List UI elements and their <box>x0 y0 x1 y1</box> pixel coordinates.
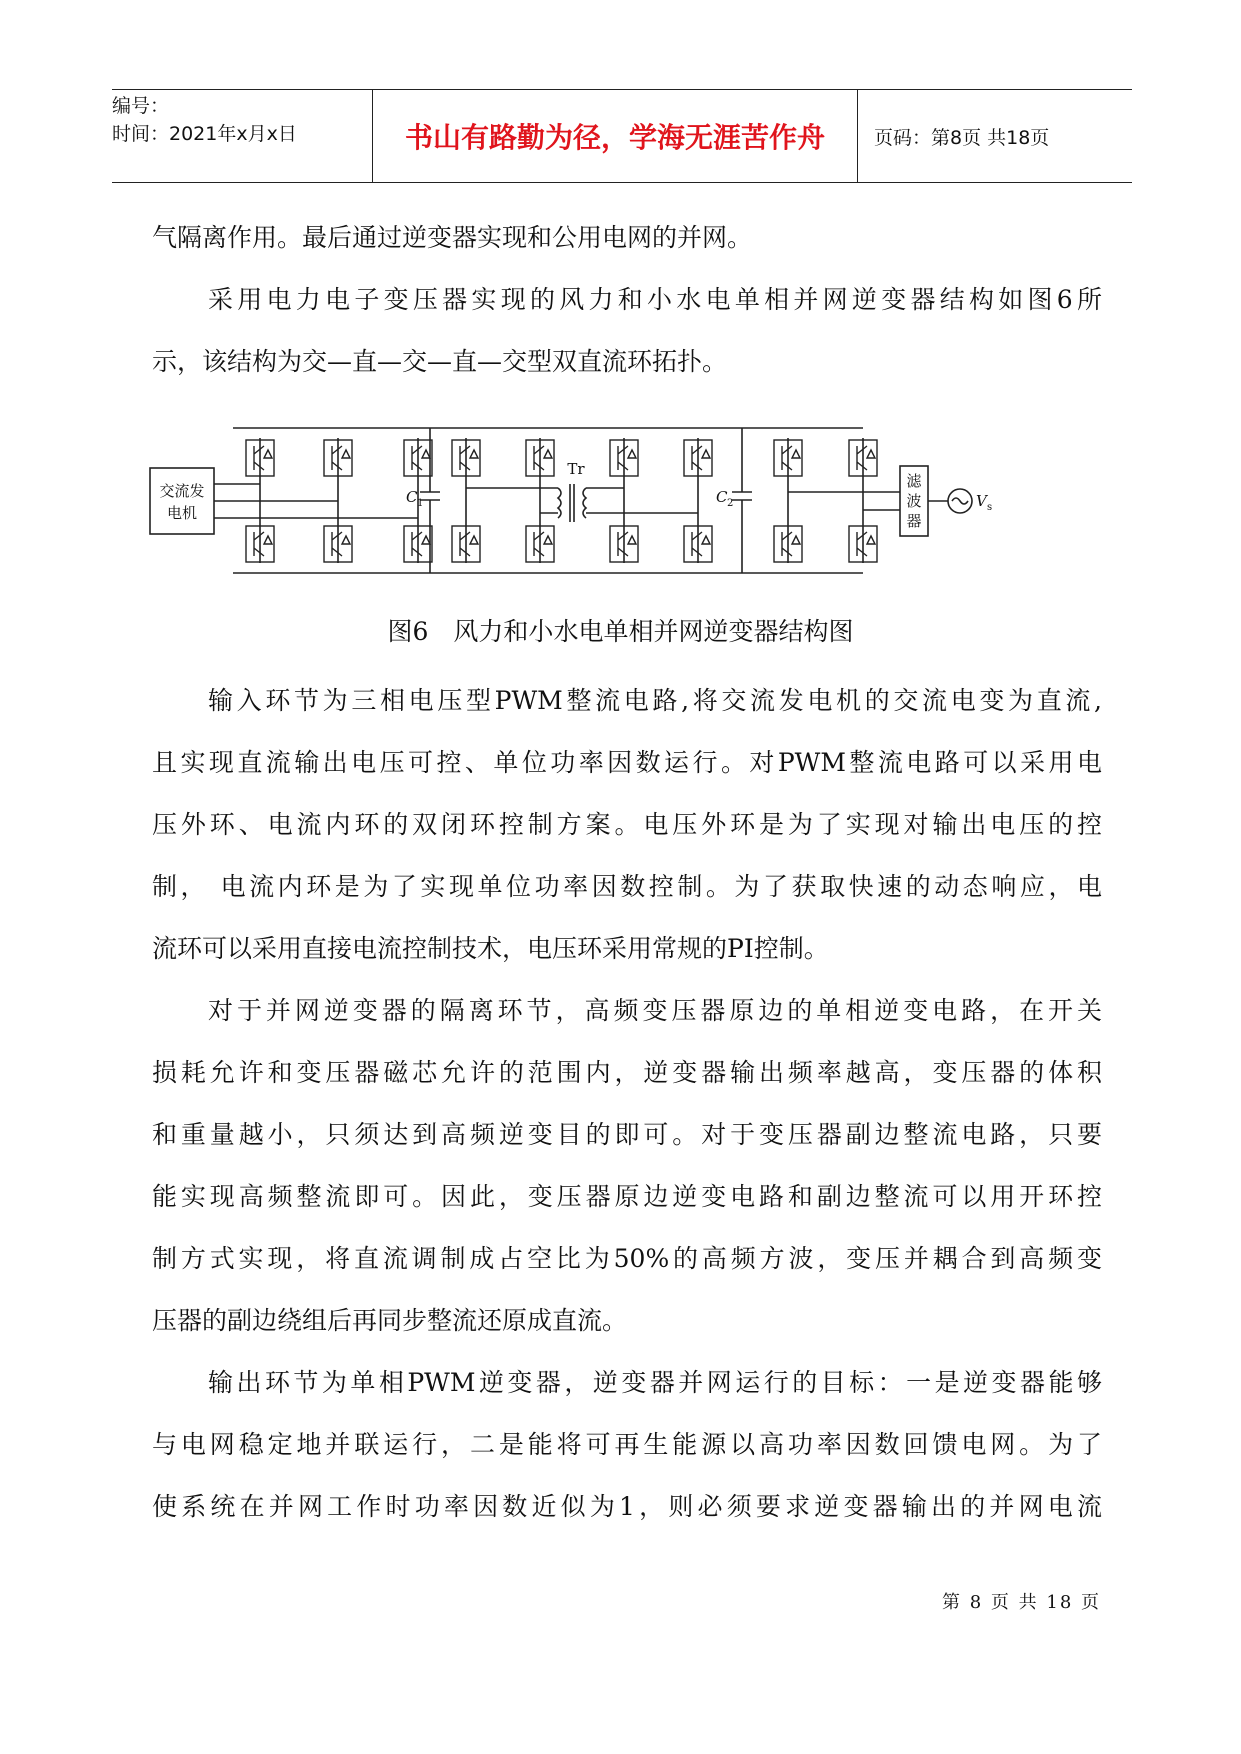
text-line: 流环可以采用直接电流控制技术，电压环采用常规的PI控制。 <box>152 934 829 963</box>
text-line: 压器的副边绕组后再同步整流还原成直流。 <box>152 1306 628 1335</box>
text-line: 且实现直流输出电压可控、单位功率因数运行。对PWM整流电路可以采用电 <box>152 748 1102 777</box>
text-line: 制， 电流内环是为了实现单位功率因数控制。为了获取快速的动态响应，电 <box>152 872 1102 901</box>
text-line: 使系统在并网工作时功率因数近似为1，则必须要求逆变器输出的并网电流 <box>152 1492 1102 1521</box>
circuit-diagram <box>148 418 1098 584</box>
filter-label-1: 滤 <box>906 472 922 490</box>
text-line: 与电网稳定地并联运行，二是能将可再生能源以高功率因数回馈电网。为了 <box>152 1430 1102 1459</box>
vs-label: V <box>976 492 987 510</box>
circuit-svg <box>148 418 1098 584</box>
page-label: 页码：第8页 共18页 <box>874 126 1050 149</box>
body-text-main <box>152 670 1102 1538</box>
text-line: 示，该结构为交—直—交—直—交型双直流环拓扑。 <box>152 347 728 376</box>
c2-label: C <box>716 488 728 506</box>
text-line: 气隔离作用。最后通过逆变器实现和公用电网的并网。 <box>152 223 753 252</box>
filter-label-2: 波 <box>906 492 922 510</box>
text-line: 采用电力电子变压器实现的风力和小水电单相并网逆变器结构如图6所 <box>208 285 1102 314</box>
page-footer: 第 8 页 共 18 页 <box>942 1592 1101 1613</box>
text-line: 压外环、电流内环的双闭环控制方案。电压外环是为了实现对输出电压的控 <box>152 810 1102 839</box>
switches <box>246 440 877 562</box>
text-line: 对于并网逆变器的隔离环节，高频变压器原边的单相逆变电路，在开关 <box>208 996 1102 1025</box>
number-label: 编号： <box>112 95 170 117</box>
header-left-cell <box>112 90 372 182</box>
transformer-label: Tr <box>567 460 585 478</box>
filter-label-3: 器 <box>906 512 922 530</box>
c1-sub: 1 <box>417 498 424 509</box>
generator-label-2: 电机 <box>166 504 198 522</box>
motto: 书山有路勤为径，学海无涯苦作舟 <box>372 90 858 182</box>
text-line: 和重量越小，只须达到高频逆变目的即可。对于变压器副边整流电路，只要 <box>152 1120 1102 1149</box>
text-line: 损耗允许和变压器磁芯允许的范围内，逆变器输出频率越高，变压器的体积 <box>152 1058 1102 1087</box>
text-line: 制方式实现，将直流调制成占空比为50%的高频方波，变压并耦合到高频变 <box>152 1244 1102 1273</box>
date-label: 时间：2021年x月x日 <box>112 123 297 145</box>
text-line: 输入环节为三相电压型PWM整流电路,将交流发电机的交流电变为直流, <box>208 686 1102 715</box>
generator-label-1: 交流发 <box>159 482 205 500</box>
figure-caption: 图6 风力和小水电单相并网逆变器结构图 <box>387 617 854 646</box>
text-line: 输出环节为单相PWM逆变器，逆变器并网运行的目标：一是逆变器能够 <box>208 1368 1102 1397</box>
c2-sub: 2 <box>727 498 734 509</box>
body-text-top <box>152 207 1102 393</box>
generator-box <box>150 468 214 534</box>
c1-label: C <box>406 488 418 506</box>
text-line: 能实现高频整流即可。因此，变压器原边逆变电路和副边整流可以用开环控 <box>152 1182 1102 1211</box>
header-table <box>112 89 1132 183</box>
vs-sub: s <box>987 502 993 513</box>
